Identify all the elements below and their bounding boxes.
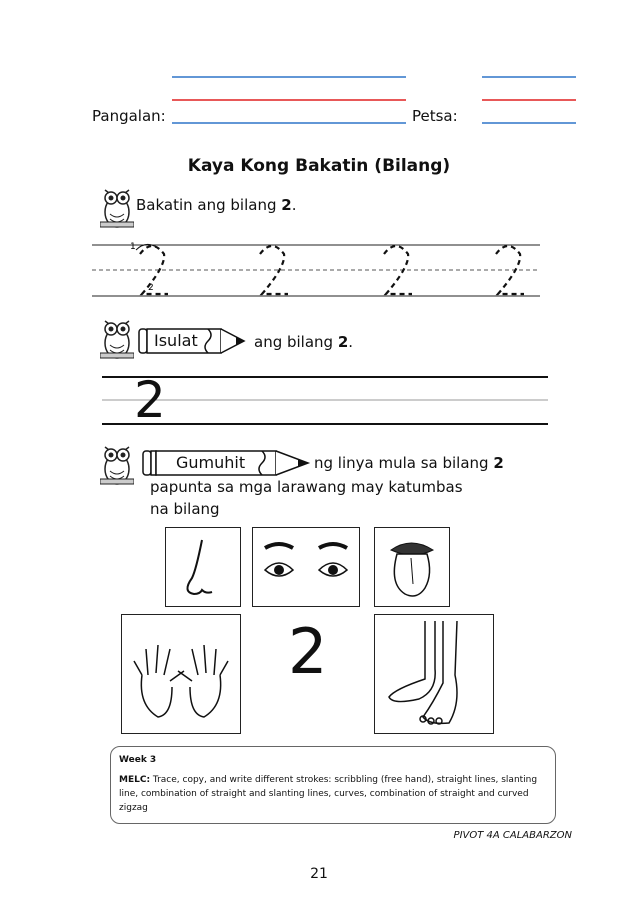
picture-feet[interactable] <box>374 614 494 734</box>
date-label: Petsa: <box>412 107 458 125</box>
center-number[interactable]: 2 <box>288 615 328 688</box>
page-number: 21 <box>310 866 328 882</box>
feet-icon <box>375 615 493 733</box>
owl-icon <box>100 184 134 230</box>
owl-icon <box>100 315 134 361</box>
instruction-trace: Bakatin ang bilang 2. <box>136 196 297 214</box>
picture-tongue[interactable] <box>374 527 450 607</box>
instruction-draw-line2: papunta sa mga larawang may katumbas <box>150 478 463 496</box>
stroke-label-1: 1 <box>130 242 136 252</box>
tongue-icon <box>375 528 449 606</box>
instruction-draw-line3: na bilang <box>150 500 220 518</box>
instruction-write: ang bilang 2. <box>254 333 354 351</box>
pencil-label-isulat: Isulat <box>154 331 198 350</box>
stroke-label-2: 2 <box>148 283 154 293</box>
nose-icon <box>166 528 240 606</box>
pencil-label-gumuhit: Gumuhit <box>176 453 246 472</box>
picture-nose[interactable] <box>165 527 241 607</box>
week-label: Week 3 <box>119 755 157 765</box>
hands-icon <box>122 615 240 733</box>
model-number: 2 <box>134 371 166 429</box>
footer-text: PIVOT 4A CALABARZON <box>453 830 572 841</box>
melc-box <box>110 746 556 824</box>
eyes-icon <box>253 528 359 606</box>
picture-hands[interactable] <box>121 614 241 734</box>
tracing-row <box>92 236 542 302</box>
picture-eyes[interactable] <box>252 527 360 607</box>
melc-text: MELC: Trace, copy, and write different strokes: scribbling (free hand), straight lines, slanting line, combination of straight and slanting lines, curves, combination of straight and curved zigzag <box>119 775 538 813</box>
instruction-draw-line1: ng linya mula sa bilang 2 <box>314 454 504 472</box>
owl-icon <box>100 441 134 487</box>
page-title: Kaya Kong Bakatin (Bilang) <box>187 156 451 176</box>
name-label: Pangalan: <box>92 107 166 125</box>
